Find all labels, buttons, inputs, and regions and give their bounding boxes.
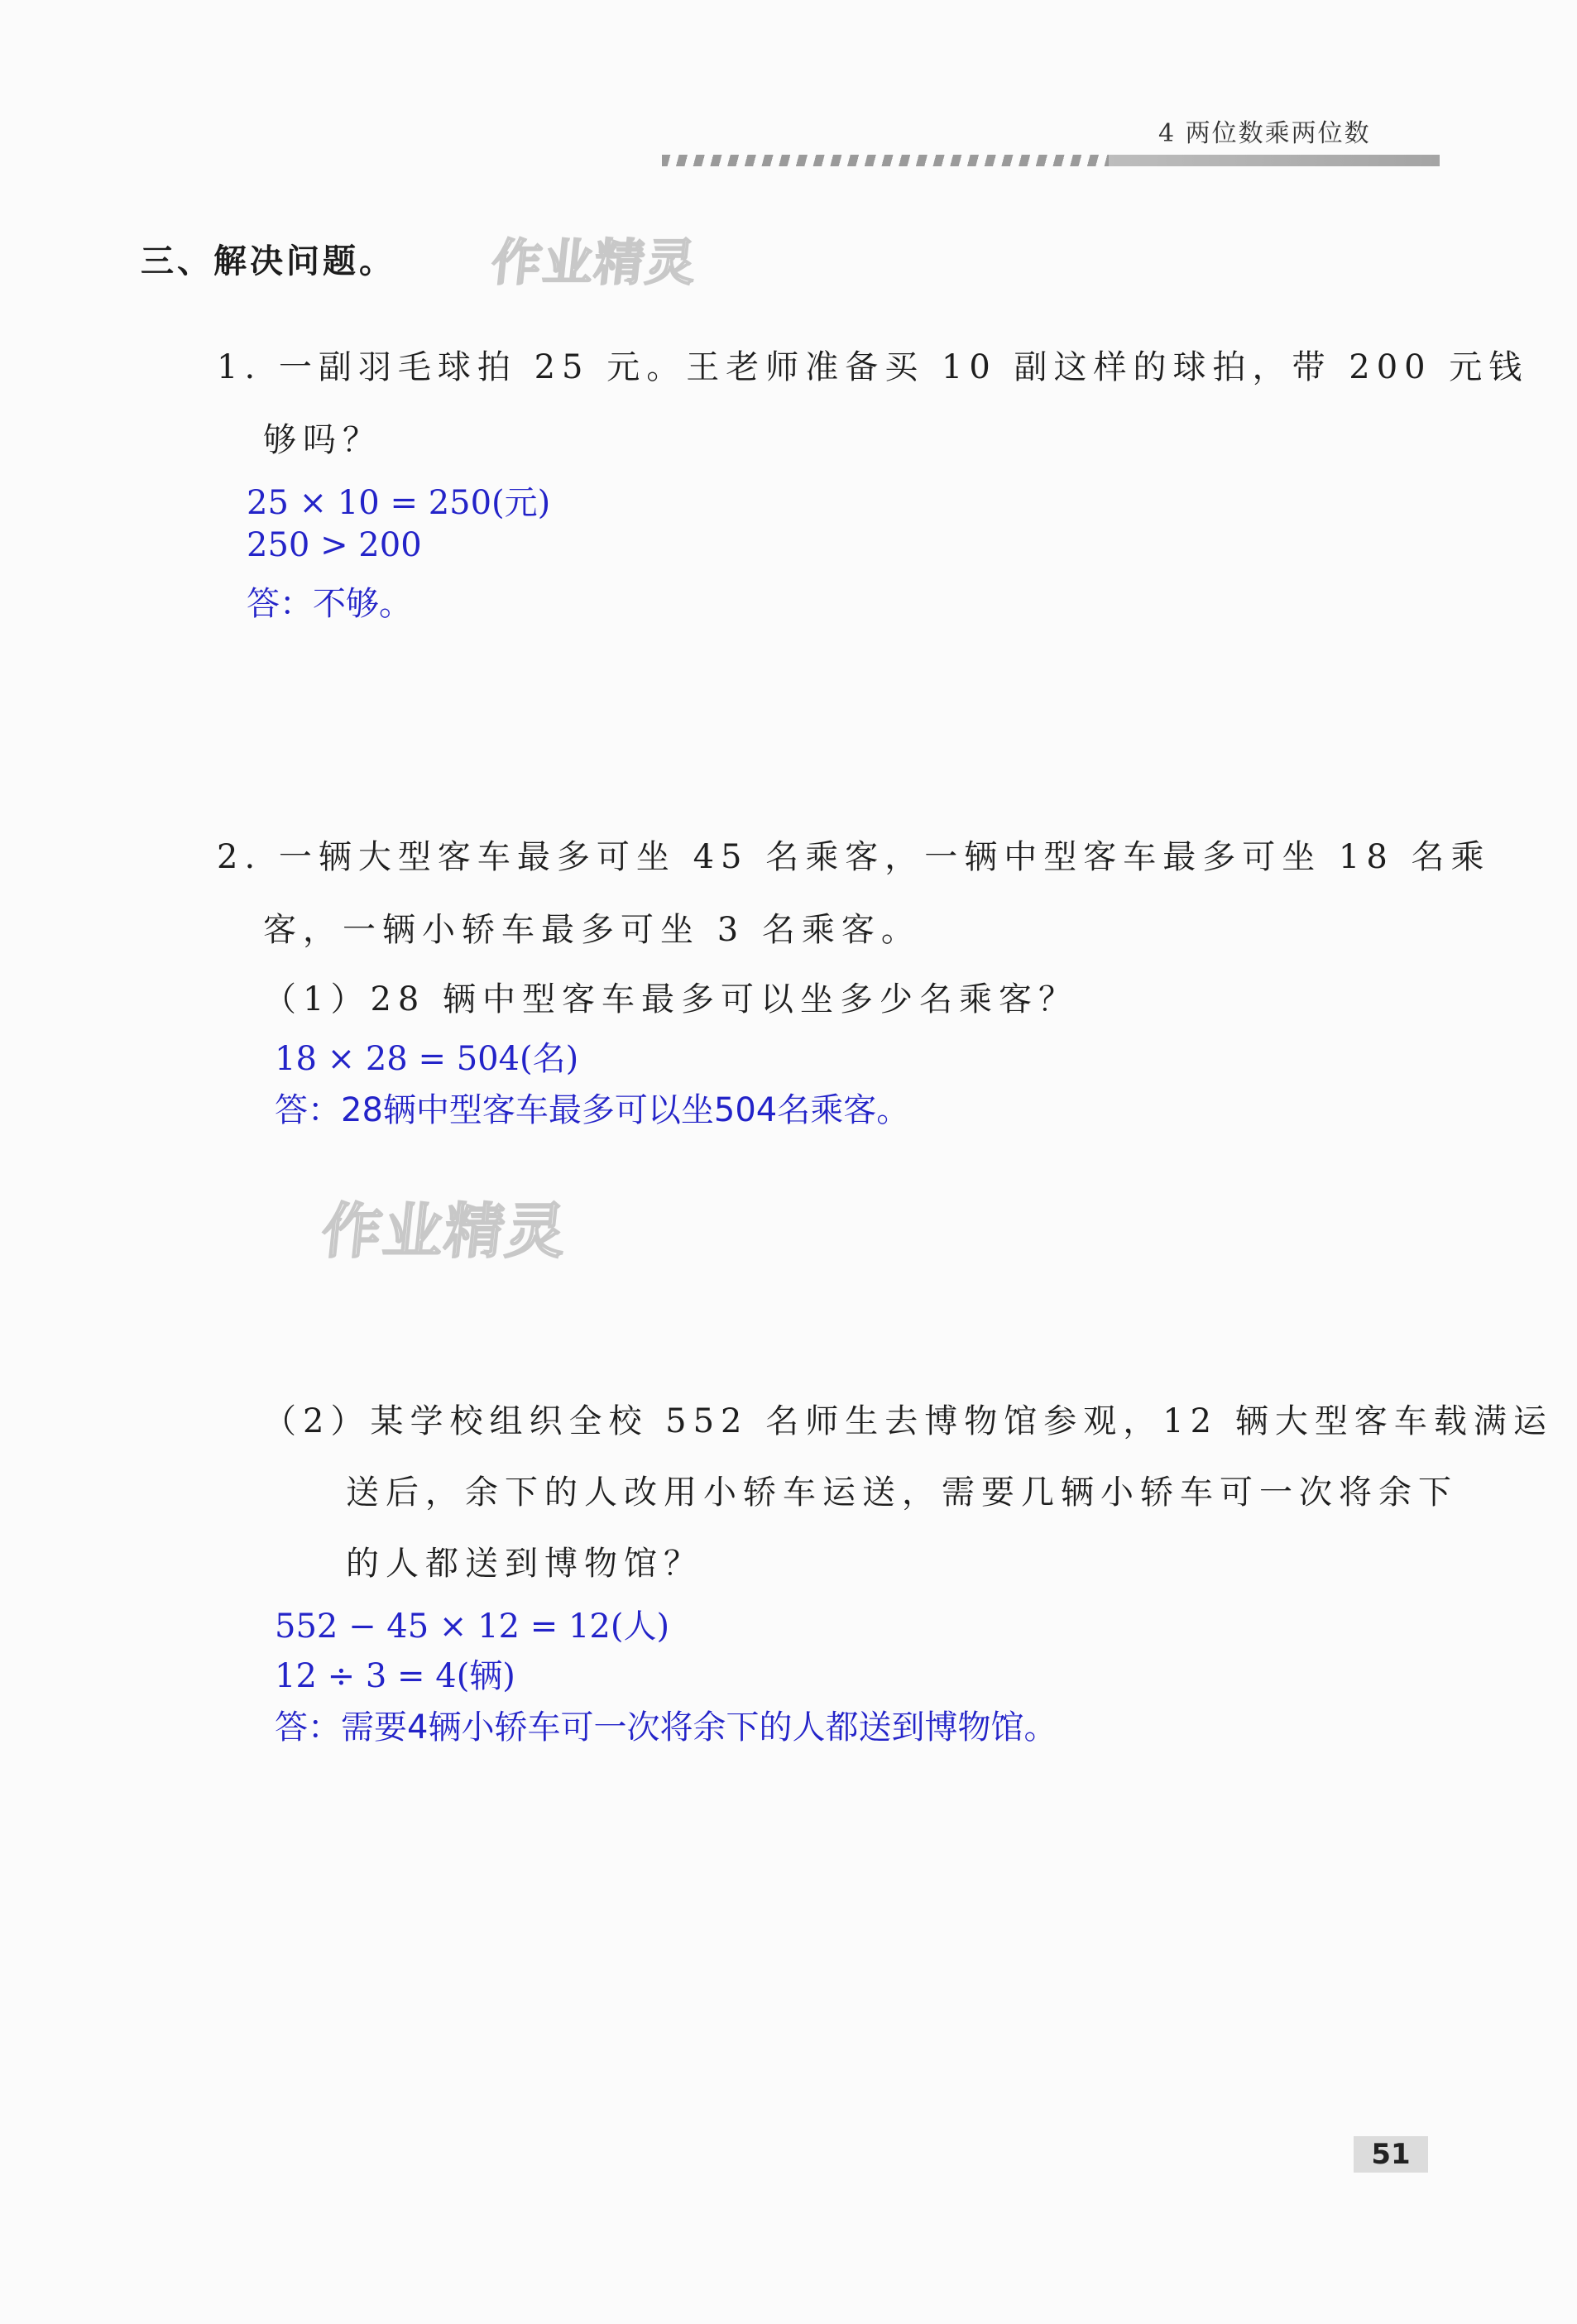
watermark-logo: 作业精灵 bbox=[488, 234, 701, 292]
answer-2-1-conclusion: 答：28辆中型客车最多可以坐504名乘客。 bbox=[275, 1091, 910, 1129]
question-2-sub-2-line-3: 的人都送到博物馆？ bbox=[346, 1545, 703, 1583]
answer-1-equation: 25 × 10 = 250(元) bbox=[247, 484, 551, 522]
question-2-sub-2-line-1: （2）某学校组织全校 552 名师生去博物馆参观，12 辆大型客车载满运 bbox=[263, 1402, 1553, 1440]
header-stripes bbox=[662, 155, 1109, 166]
section-heading: 三、解决问题。 bbox=[141, 242, 395, 280]
question-2-line-1: 2. 一辆大型客车最多可坐 45 名乘客，一辆中型客车最多可坐 18 名乘 bbox=[217, 838, 1491, 876]
question-1-line-2: 够吗？ bbox=[263, 421, 382, 459]
header-decoration-bar bbox=[662, 152, 1440, 169]
answer-1-conclusion: 答：不够。 bbox=[247, 585, 412, 623]
question-1-line-1: 1. 一副羽毛球拍 25 元。王老师准备买 10 副这样的球拍，带 200 元钱 bbox=[217, 348, 1529, 386]
answer-2-1-equation: 18 × 28 = 504(名) bbox=[275, 1040, 579, 1078]
answer-2-2-equation-2: 12 ÷ 3 = 4(辆) bbox=[275, 1657, 515, 1695]
answer-2-2-conclusion: 答：需要4辆小轿车可一次将余下的人都送到博物馆。 bbox=[275, 1708, 1057, 1747]
header-solid-bar bbox=[1109, 155, 1440, 166]
chapter-title: 4 两位数乘两位数 bbox=[1158, 119, 1371, 148]
question-2-sub-1: （1）28 辆中型客车最多可以坐多少名乘客？ bbox=[263, 980, 1079, 1018]
question-2-sub-2-line-2: 送后，余下的人改用小轿车运送，需要几辆小轿车可一次将余下 bbox=[346, 1473, 1458, 1512]
watermark-logo: 作业精灵 bbox=[318, 1196, 571, 1266]
question-2-line-2: 客，一辆小轿车最多可坐 3 名乘客。 bbox=[263, 911, 921, 949]
answer-2-2-equation-1: 552 − 45 × 12 = 12(人) bbox=[275, 1608, 670, 1646]
page-number: 51 bbox=[1354, 2136, 1428, 2173]
answer-1-comparison: 250 > 200 bbox=[247, 526, 422, 564]
